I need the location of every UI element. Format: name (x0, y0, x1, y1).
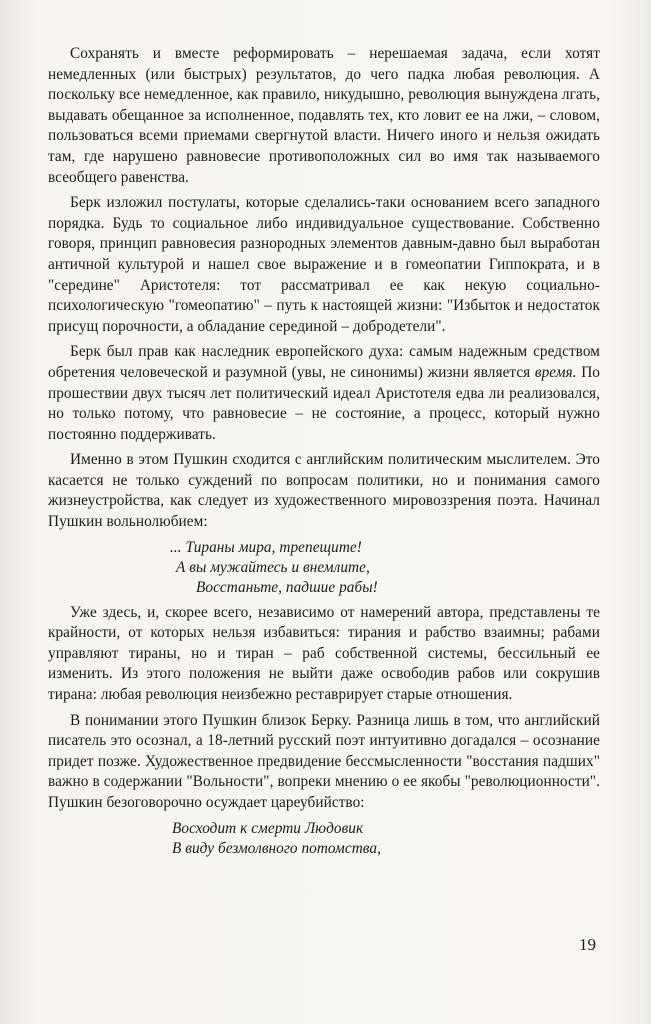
paragraph-5: Уже здесь, и, скорее всего, независимо от намерений автора, представлены те крайности, от которых нельзя избавиться: тирания и рабство взаимны; рабами управляют тираны, но и тиран – раб собственной системы, бессильный ее изменить. Из этого положения не выйти даже освободив рабов или сокрушив тирана: любая революция неизбежно реставрирует старые отношения. (48, 603, 600, 704)
verse-line: Восстаньте, падшие рабы! (196, 578, 378, 596)
body-text (48, 44, 600, 864)
verse-quote-2 (48, 819, 600, 859)
verse-quote-1 (48, 538, 600, 598)
emphasis-time: время. (534, 363, 577, 381)
paragraph-4: Именно в этом Пушкин сходится с английским политическим мыслителем. Это касается не только суждений по вопросам политики, но и понимания самого жизнеустройства, как следует из художественного мировоззрения поэта. Начинал Пушкин вольнолюбием: (48, 451, 600, 531)
verse-line: А вы мужайтесь и внемлите, (176, 558, 370, 576)
paragraph-2: Берк изложил постулаты, которые сделались-таки основанием всего западного порядка. Будь то социальное либо индивидуальное существование. Собственно говоря, принцип равновесия разнородных элементов давным-давно был выработан античной культурой и нашел свое выражение и в гомеопатии Гиппократа, и в "середине" Аристотеля: тот рассматривал ее как некую социально-психологическую "гомеопатию" – путь к настоящей жизни: "Избыток и недостаток присущ порочности, а обладание серединой – добродетели". (48, 194, 600, 335)
verse-line: В виду безмолвного потомства, (172, 839, 381, 857)
page-number: 19 (579, 935, 596, 954)
verse-line: Восходит к смерти Людовик (172, 819, 364, 837)
verse-line: ... Тираны мира, трепещите! (170, 538, 362, 556)
paragraph-1: Сохранять и вместе реформировать – нерешаемая задача, если хотят немедленных (или быстрых) результатов, до чего падка любая революция. А поскольку все немедленное, как правило, никудышно, революция вынуждена лгать, выдавать обещанное за исполненное, подавлять тех, кто ловит ее на лжи, – словом, пользоваться всеми приемами свергнутой власти. Ничего иного и нельзя ожидать там, где нарушено равновесие противоположных сил во имя так называемого всеобщего равенства. (48, 45, 600, 186)
paragraph-3-start: Берк был прав как наследник европейского духа: самым надежным средством обретения человеческой и разумной (увы, не синонимы) жизни является (48, 343, 600, 381)
paragraph-3 (48, 342, 600, 445)
paragraph-6: В понимании этого Пушкин близок Берку. Разница лишь в том, что английский писатель это осознал, а 18-летний русский поэт интуитивно догадался – осознание придет позже. Художественное предвидение бессмысленности "восстания падших" важно в содержании "Вольности", вопреки мнению о ее якобы "революционности". Пушкин безоговорочно осуждает цареубийство: (48, 711, 600, 811)
paragraph-3-end: По прошествии двух тысяч лет политический идеал Аристотеля едва ли реализовался, но только потому, что равновесие – не состояние, а процесс, который нужно постоянно поддерживать. (48, 363, 601, 443)
